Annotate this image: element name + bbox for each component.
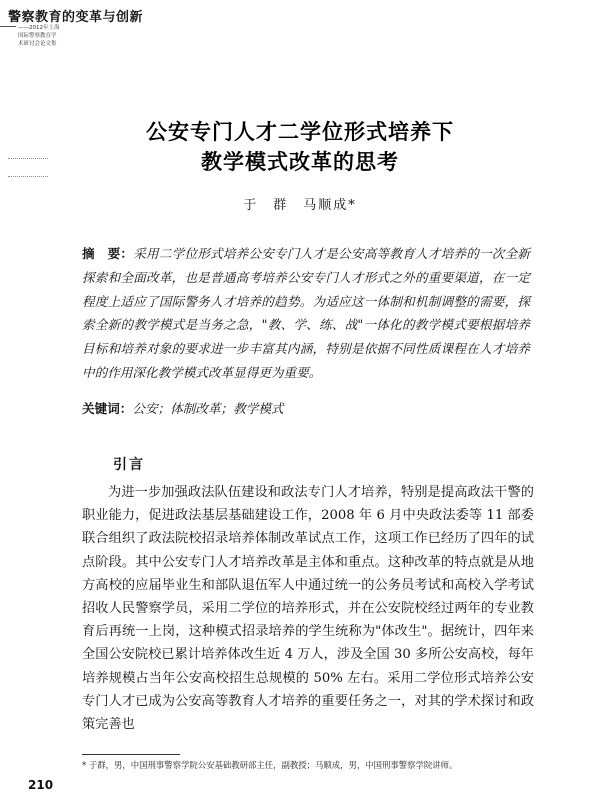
series-subtitle: ——2012年上海 国际警察教育学 术研讨会论文集 [18,25,60,47]
article-title-line-1: 公安专门人才二学位形式培养下 [146,120,454,144]
footnote: * 于群，男，中国刑事警察学院公安基础教研部主任，副教授；马顺成，男，中国刑事警察学院讲师。 [82,760,458,770]
keywords-label: 关键词： [82,401,133,416]
abstract-text: 采用二学位形式培养公安专门人才是公安高等教育人才培养的一次全新探索和全面改革，也是普通高考培养公安专门人才形式之外的重要渠道，在一定程度上适应了国际警务人才培养的趋势。为适应这一体制和机制调整的需要，探索全新的教学模式是当务之急，"教、学、练、战"一体化的教学模式要根据培养目标和培养对象的要求进一步丰富其内涵，特别是依据不同性质课程在人才培养中的作用深化教学模式改革显得更为重要。 [82,246,531,380]
footnote-rule [82,754,180,755]
body-paragraph: 为进一步加强政法队伍建设和政法专门人才培养，特别是提高政法干警的职业能力，促进政法基层基础建设工作，2008 年 6 月中央政法委等 11 部委联合组织了政法院校招录培养体制改革试点工作，这项工作已经历了四年的试点阶段。其中公安专门人才培养改革是主体和重点。这种改革的特点就是从地方高校的应届毕业生和部队退伍军人中通过统一的公务员考试和高校入学考试招收人民警察学员，采用二学位的培养形式，并在公安院校经过两年的专业教育后再统一上岗，这种模式招录培养的学生统称为"体改生"。据统计，四年来全国公安院校已累计培养体改生近 4 万人，涉及全国 30 多所公安高校，每年培养规模占当年公安高校招生总规模的 50% 左右。采用二学位形式培养公安专门人才已成为公安高等教育人才培养的重要任务之一，对其的学术探讨和政策完善也 [82,485,534,733]
abstract-label: 摘 要： [82,246,134,261]
article-title-line-2: 教学模式改革的思考 [201,150,399,174]
authors: 于 群 马顺成* [243,198,357,213]
keywords-text: 公安；体制改革；教学模式 [132,401,284,416]
series-rule [0,26,16,27]
series-title: 警察教育的变革与创新 [8,10,144,25]
page-number: 210 [28,778,54,792]
keywords [82,398,530,417]
margin-divider [8,176,48,178]
abstract [82,242,530,385]
section-heading: 引言 [113,457,145,473]
